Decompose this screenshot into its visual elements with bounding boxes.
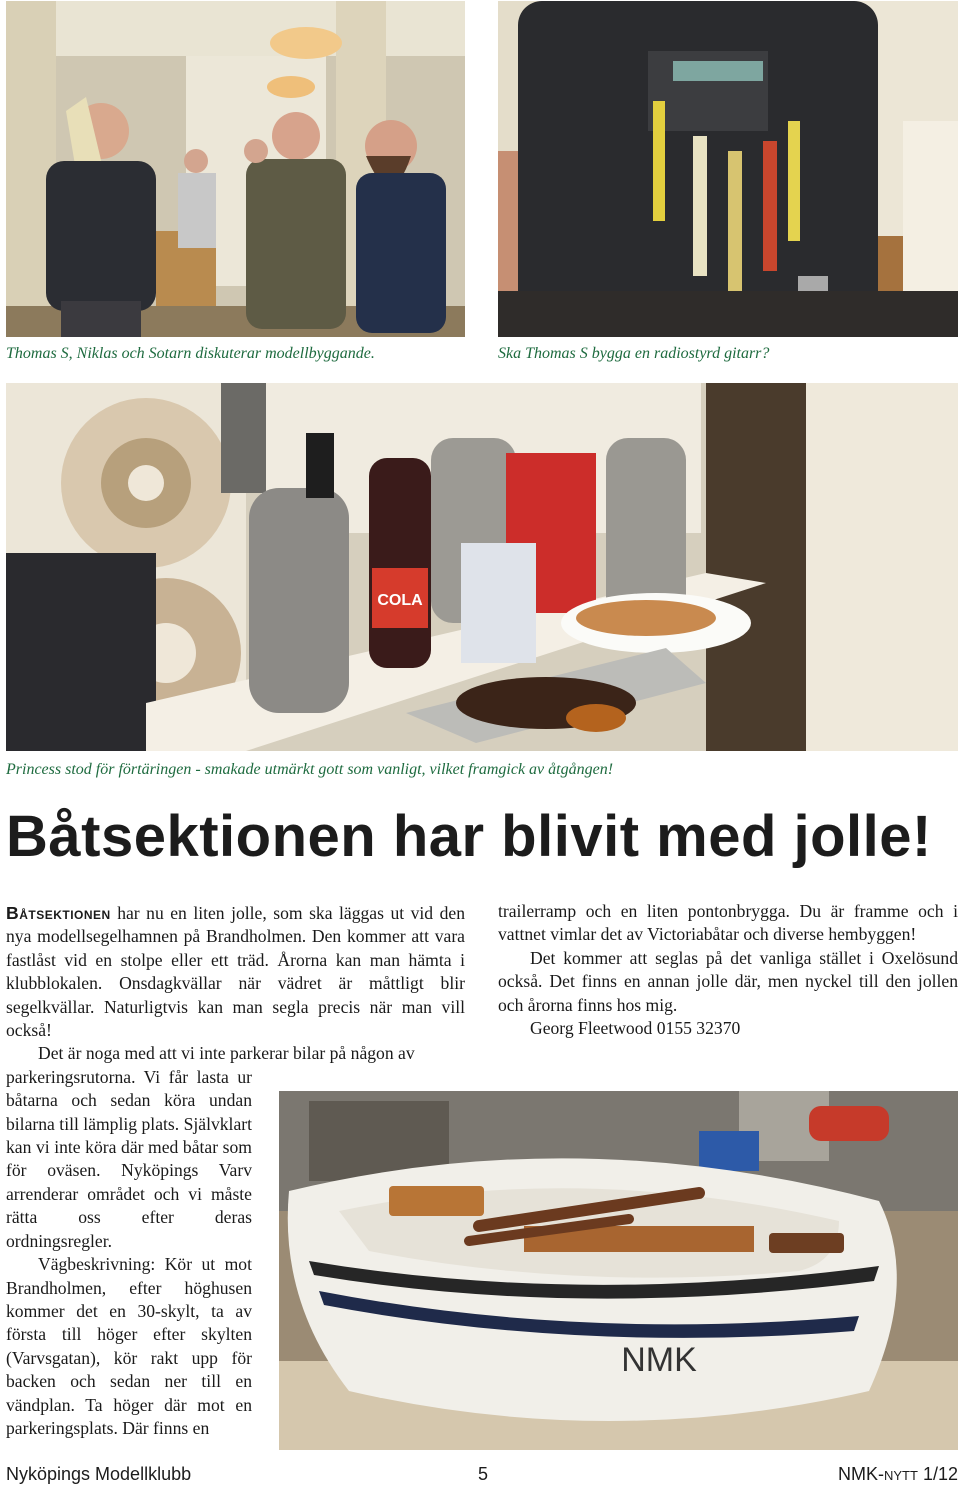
article-right-paragraph-1: trailerramp och en liten pontonbrygga. Du är framme och i vattnet vimlar det av Victoriabåtar och diverse hembyggen!	[498, 901, 958, 945]
footer-page-number: 5	[478, 1464, 489, 1484]
article-paragraph-2-wrap: parkeringsrutorna. Vi får lasta ur båtarna och sedan köra undan bilarna till lämplig plats. Självklart kan vi inte köra där med båtar som för oväsen. Nyköpings Varv arrenderar området och vi måste rätta oss efter deras ordningsregler.	[6, 1066, 252, 1251]
photo-dinghy	[279, 1091, 958, 1450]
footer-issue-smallcaps: nytt	[884, 1464, 918, 1484]
caption-guitar-tshirt: Ska Thomas S bygga en radiostyrd gitarr?	[498, 345, 770, 362]
article-paragraph-2-start: Det är noga med att vi inte parkerar bilar på någon av	[38, 1043, 415, 1064]
article-signature: Georg Fleetwood 0155 32370	[530, 1018, 741, 1039]
article-right-paragraph-2: Det kommer att seglas på det vanliga stället i Oxelösund också. Det finns en annan jolle där, men nyckel till den jollen och årorna finns hos mig.	[498, 947, 958, 1015]
photo-refreshments	[6, 383, 958, 751]
lead-smallcaps: Båtsektionen	[6, 903, 111, 923]
boat-hull-text: NMK	[621, 1341, 697, 1379]
footer-issue-prefix: NMK-	[838, 1464, 884, 1484]
article-headline: Båtsektionen har blivit med jolle!	[6, 804, 932, 869]
photo-guitar-tshirt	[498, 1, 958, 337]
article-lead-paragraph	[6, 902, 465, 1042]
lead-text: har nu en liten jolle, som ska läggas ut vid den nya modellsegelhamnen på Brandholmen. Den kommer att vara fastlåst vid en stolpe eller ett träd. Årorna kan man hämta i klubblokalen. Onsdagkvällar när vädret är måttligt blir segelkvällar. Naturligtvis kan man segla precis när man vill också!	[6, 903, 465, 1041]
footer-issue	[838, 1462, 958, 1486]
article-paragraph-directions: Vägbeskrivning: Kör ut mot Brandholmen, efter höghusen kommer det en 30-skylt, ta av första till höger efter skylten (Varvsgatan), kör rakt upp för backen och sedan ner till en vändplan. Ta höger där mot en parkeringsplats. Där finns en	[6, 1254, 252, 1438]
article-column-right	[498, 900, 958, 1040]
photo-club-discussion	[6, 1, 465, 337]
footer-club-name: Nyköpings Modellklubb	[6, 1464, 192, 1484]
footer-issue-number: 1/12	[917, 1464, 958, 1484]
caption-club-discussion: Thomas S, Niklas och Sotarn diskuterar modellbyggande.	[6, 345, 375, 362]
caption-refreshments: Princess stod för förtäringen - smakade utmärkt gott som vanligt, vilket framgick av åtgången!	[6, 761, 614, 778]
cola-label: COLA	[377, 592, 423, 609]
